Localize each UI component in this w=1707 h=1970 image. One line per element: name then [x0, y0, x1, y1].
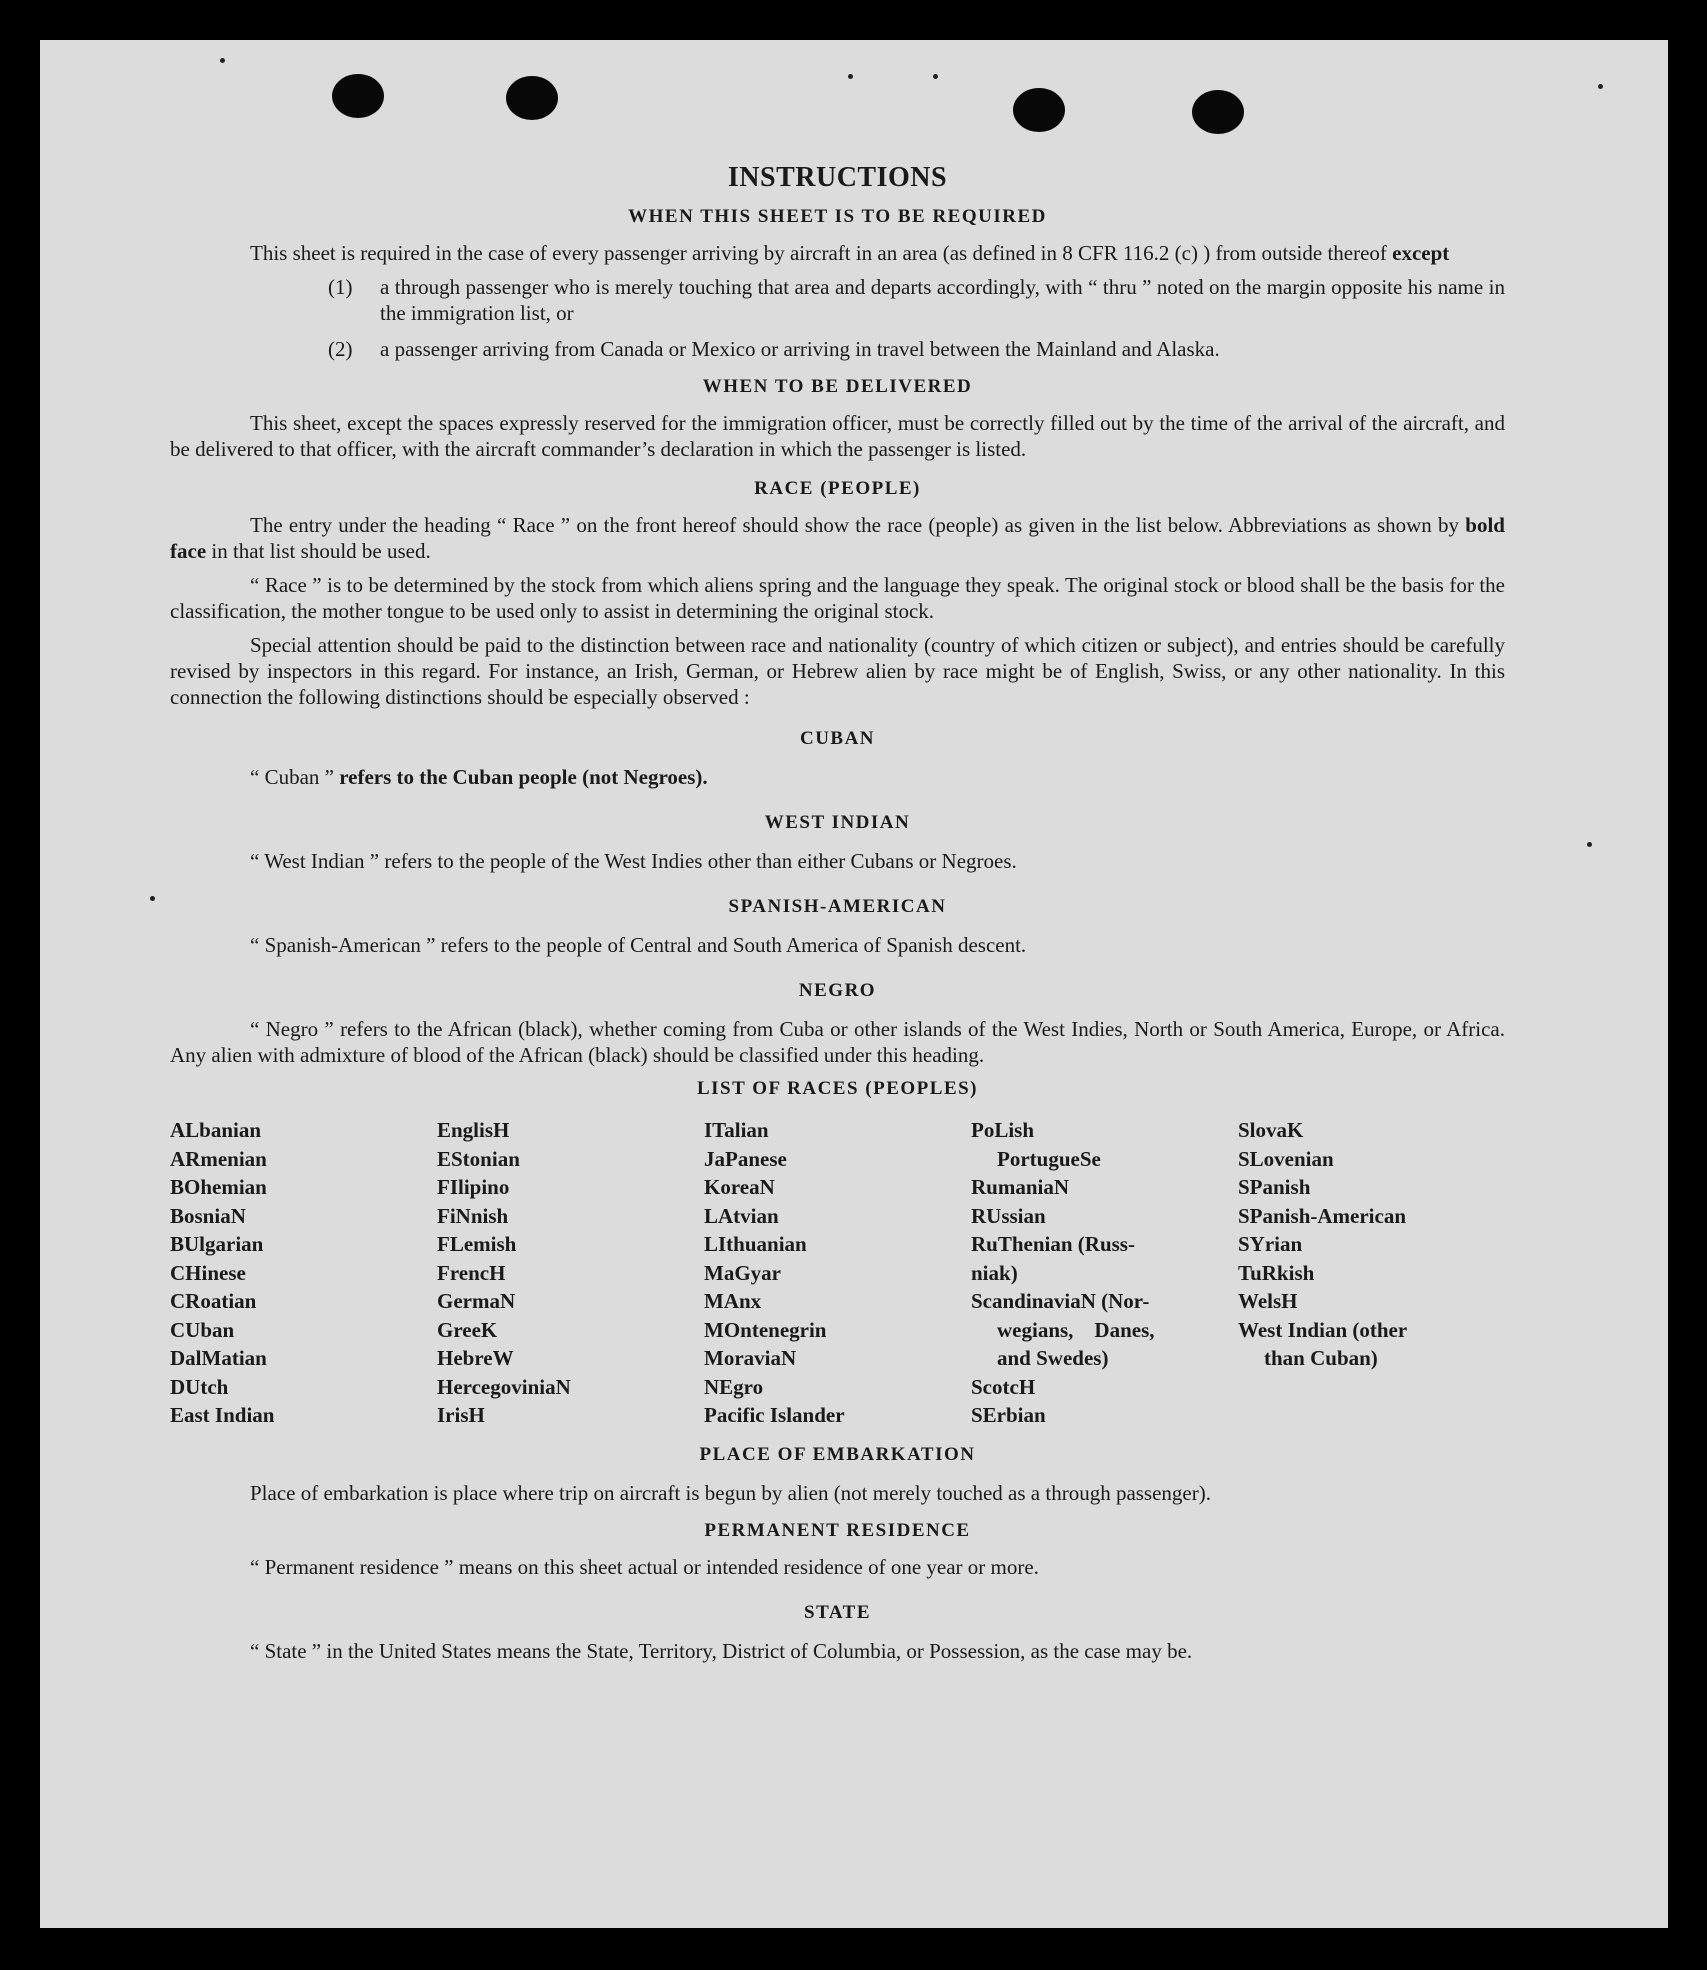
page-title: INSTRUCTIONS [727, 162, 948, 193]
race-entry: MOntenegrin [704, 1317, 827, 1342]
paragraph: “ Race ” is to be determined by the stock from which aliens spring and the language they speak. The original stock or blood shall be the basis for the classification, the mother tongue to be used only to assist in determining the original stock. [170, 573, 1505, 623]
race-entry: than Cuban) [1264, 1346, 1378, 1370]
bold-text: except [1392, 241, 1450, 265]
paragraph [170, 512, 1505, 564]
speck [933, 74, 938, 79]
race-entry: SPanish [1238, 1175, 1311, 1199]
race-entry: and Swedes) [997, 1346, 1109, 1370]
paragraph: “ West Indian ” refers to the people of the West Indies other than either Cubans or Negroes. [250, 849, 1017, 873]
item-number: (2) [328, 337, 353, 361]
race-entry: SLovenian [1238, 1146, 1334, 1171]
item-number: (1) [328, 275, 353, 299]
race-entry: ScandinaviaN (Nor- [971, 1289, 1150, 1313]
race-entry: BOhemian [170, 1175, 267, 1199]
race-entry: GreeK [437, 1317, 498, 1342]
section-heading: RACE (PEOPLE) [754, 478, 921, 499]
race-entry: West Indian (other [1238, 1317, 1408, 1342]
race-entry: FIlipino [437, 1175, 510, 1199]
speck [220, 58, 225, 63]
section-heading: CUBAN [799, 728, 876, 749]
race-entry: BosniaN [170, 1203, 246, 1228]
paragraph [170, 240, 1505, 266]
race-entry: ScotcH [971, 1374, 1036, 1399]
punch-hole [506, 76, 558, 120]
race-entry: JaPanese [704, 1146, 787, 1171]
race-entry: DUtch [170, 1374, 229, 1399]
race-entry: EnglisH [437, 1118, 510, 1142]
document-page [40, 40, 1668, 1928]
race-entry: BUlgarian [170, 1232, 264, 1256]
race-entry: CHinese [170, 1260, 246, 1285]
paragraph-text: This sheet is required in the case of every passenger arriving by aircraft in an area (as defined in 8 CFR 116.2 (c) ) from outside thereof [250, 241, 1387, 265]
race-entry: EStonian [437, 1146, 520, 1171]
race-entry: MoraviaN [704, 1346, 797, 1370]
list-item [328, 336, 1505, 362]
race-entry: LAtvian [704, 1203, 779, 1228]
list-item [328, 274, 1505, 326]
speck [1587, 842, 1592, 847]
section-heading: WHEN TO BE DELIVERED [702, 376, 973, 397]
race-entry: PoLish [971, 1118, 1035, 1142]
race-column [704, 1116, 971, 1430]
race-entry: DalMatian [170, 1346, 267, 1370]
race-entry: GermaN [437, 1289, 516, 1313]
item-text: a passenger arriving from Canada or Mexico or arriving in travel between the Mainland and Alaska. [380, 337, 1220, 361]
race-entry: RumaniaN [971, 1175, 1070, 1199]
race-entry: SPanish-American [1238, 1203, 1406, 1228]
race-entry: HercegoviniaN [437, 1374, 571, 1399]
race-entry: WelsH [1238, 1289, 1298, 1313]
race-entry: LIthuanian [704, 1232, 807, 1256]
race-entry: NEgro [704, 1374, 764, 1399]
paragraph: “ Spanish-American ” refers to the people of Central and South America of Spanish descent. [250, 933, 1027, 957]
item-text: a through passenger who is merely touching that area and departs accordingly, with “ thru ” noted on the margin opposite his name in the immigration list, or [380, 275, 1505, 325]
paragraph-text: The entry under the heading “ Race ” on the front hereof should show the race (people) as given in the list below. Abbreviations as shown by [250, 513, 1460, 537]
race-entry: East Indian [170, 1403, 275, 1427]
race-entry: MaGyar [704, 1260, 781, 1285]
race-entry: SlovaK [1238, 1118, 1304, 1142]
race-entry: HebreW [437, 1346, 514, 1370]
section-heading: WEST INDIAN [764, 812, 911, 833]
race-column [1238, 1116, 1505, 1430]
race-entry: TuRkish [1238, 1260, 1315, 1285]
race-entry: FrencH [437, 1260, 506, 1285]
section-heading: PLACE OF EMBARKATION [699, 1443, 976, 1465]
section-heading: NEGRO [798, 980, 877, 1001]
document-body [170, 162, 1505, 1666]
quoted-term: “ Cuban ” [250, 765, 334, 789]
paragraph [170, 764, 1505, 790]
punch-hole [1192, 90, 1244, 134]
race-entry: RUssian [971, 1203, 1046, 1228]
paragraph: “ Negro ” refers to the African (black), whether coming from Cuba or other islands of the West Indies, North or South America, Europe, or Africa. Any alien with admixture of blood of the African (black) should be classified under this heading. [170, 1017, 1505, 1067]
speck [848, 74, 853, 79]
race-entry: CRoatian [170, 1289, 257, 1313]
paragraph-text: in that list should be used. [211, 539, 431, 563]
race-entry: PortugueSe [997, 1146, 1101, 1171]
bold-text: bold face [170, 513, 1505, 563]
race-entry: FiNnish [437, 1203, 509, 1228]
race-entry: CUban [170, 1317, 235, 1342]
race-list [170, 1116, 1505, 1430]
paragraph-text: refers to the Cuban people (not Negroes). [339, 765, 708, 789]
paragraph: “ Permanent residence ” means on this sheet actual or intended residence of one year or more. [250, 1554, 1039, 1579]
punch-hole [332, 74, 384, 118]
race-entry: MAnx [704, 1289, 762, 1313]
race-entry: SErbian [971, 1403, 1046, 1427]
speck [150, 896, 155, 901]
race-entry: SYrian [1238, 1232, 1303, 1256]
race-column [437, 1116, 704, 1430]
race-entry: ALbanian [170, 1118, 262, 1142]
paragraph: “ State ” in the United States means the State, Territory, District of Columbia, or Possession, as the case may be. [250, 1638, 1193, 1663]
section-heading: WHEN THIS SHEET IS TO BE REQUIRED [628, 206, 1047, 227]
race-entry: KoreaN [704, 1175, 775, 1199]
race-entry: Pacific Islander [704, 1403, 845, 1427]
race-entry: wegians, Danes, [997, 1317, 1155, 1342]
race-entry: FLemish [437, 1232, 517, 1256]
section-heading: STATE [804, 1601, 871, 1623]
speck [1598, 84, 1603, 89]
section-heading: LIST OF RACES (PEOPLES) [696, 1078, 979, 1099]
paragraph: This sheet, except the spaces expressly reserved for the immigration officer, must be correctly filled out by the time of the arrival of the aircraft, and be delivered to that officer, with the aircraft commander’s declaration in which the passenger is listed. [170, 411, 1505, 461]
race-entry: RuThenian (Russ- [971, 1232, 1135, 1256]
race-entry: IrisH [437, 1403, 485, 1427]
race-column [971, 1116, 1238, 1430]
race-entry: ITalian [704, 1118, 769, 1142]
race-entry: niak) [971, 1260, 1018, 1285]
section-heading: PERMANENT RESIDENCE [704, 1519, 971, 1541]
paragraph: Place of embarkation is place where trip on aircraft is begun by alien (not merely touched as a through passenger). [250, 1480, 1211, 1505]
paragraph: Special attention should be paid to the distinction between race and nationality (country of which citizen or subject), and entries should be carefully revised by inspectors in this regard. For instance, an Irish, German, or Hebrew alien by race might be of English, Swiss, or any other nationality. In this connection the following distinctions should be especially observed : [170, 633, 1505, 709]
section-heading: SPANISH-AMERICAN [728, 896, 947, 917]
race-column [170, 1116, 437, 1430]
punch-hole [1013, 88, 1065, 132]
race-entry: ARmenian [170, 1146, 267, 1171]
